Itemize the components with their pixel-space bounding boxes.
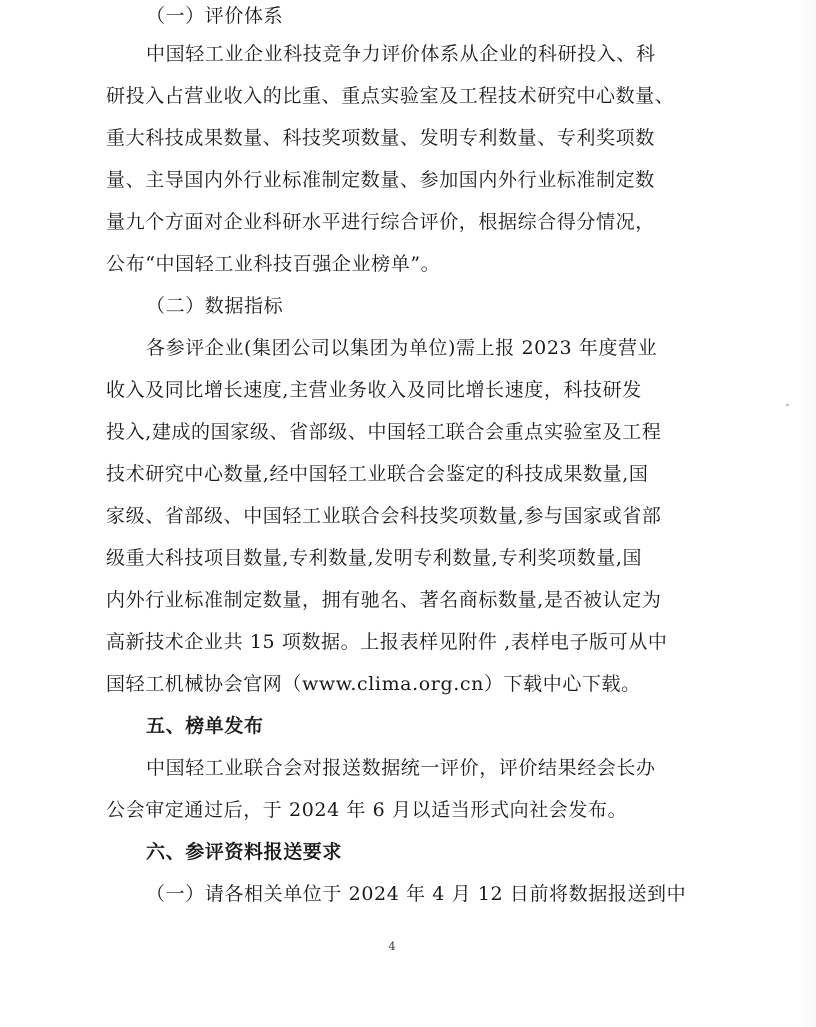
subheading-data-indicators: （二）数据指标 bbox=[146, 295, 284, 317]
paragraph-line: 量、主导国内外行业标准制定数量、参加国内外行业标准制定数 bbox=[106, 169, 655, 191]
paragraph-line: 国轻工机械协会官网（www.clima.org.cn）下载中心下载。 bbox=[106, 673, 641, 695]
paragraph-line: 技术研究中心数量,经中国轻工业联合会鉴定的科技成果数量,国 bbox=[106, 463, 649, 485]
page-number: 4 bbox=[388, 940, 396, 953]
paragraph-line: 量九个方面对企业科研水平进行综合评价，根据综合得分情况， bbox=[106, 211, 655, 233]
paragraph-line: 各参评企业(集团公司以集团为单位)需上报 2023 年度营业 bbox=[146, 337, 658, 359]
subheading-evaluation-system: （一）评价体系 bbox=[146, 5, 284, 27]
section-heading-submission-requirements: 六、参评资料报送要求 bbox=[146, 841, 343, 863]
section-heading-ranking-release: 五、榜单发布 bbox=[146, 715, 264, 737]
scan-speck bbox=[786, 404, 789, 406]
paragraph-line: 投入,建成的国家级、省部级、中国轻工联合会重点实验室及工程 bbox=[106, 421, 662, 443]
scan-edge-shadow bbox=[800, 0, 816, 1027]
paragraph-line: 中国轻工业企业科技竞争力评价体系从企业的科研投入、科 bbox=[146, 43, 656, 65]
paragraph-line: 收入及同比增长速度,主营业务收入及同比增长速度，科技研发 bbox=[106, 379, 642, 401]
paragraph-line: 重大科技成果数量、科技奖项数量、发明专利数量、专利奖项数 bbox=[106, 127, 655, 149]
paragraph-line: 公布“中国轻工业科技百强企业榜单”。 bbox=[106, 253, 441, 275]
paragraph-line: 公会审定通过后，于 2024 年 6 月以适当形式向社会发布。 bbox=[106, 799, 628, 821]
paragraph-line: 研投入占营业收入的比重、重点实验室及工程技术研究中心数量、 bbox=[106, 85, 675, 107]
paragraph-line: 级重大科技项目数量,专利数量,发明专利数量,专利奖项数量,国 bbox=[106, 547, 643, 569]
paragraph-line: 家级、省部级、中国轻工业联合会科技奖项数量,参与国家或省部 bbox=[106, 505, 662, 527]
paragraph-line: 高新技术企业共 15 项数据。上报表样见附件 ,表样电子版可从中 bbox=[106, 631, 668, 653]
paragraph-line: （一）请各相关单位于 2024 年 4 月 12 日前将数据报送到中 bbox=[146, 883, 687, 905]
paragraph-line: 中国轻工业联合会对报送数据统一评价，评价结果经会长办 bbox=[146, 757, 656, 779]
paragraph-line: 内外行业标准制定数量，拥有驰名、著名商标数量,是否被认定为 bbox=[106, 589, 662, 611]
